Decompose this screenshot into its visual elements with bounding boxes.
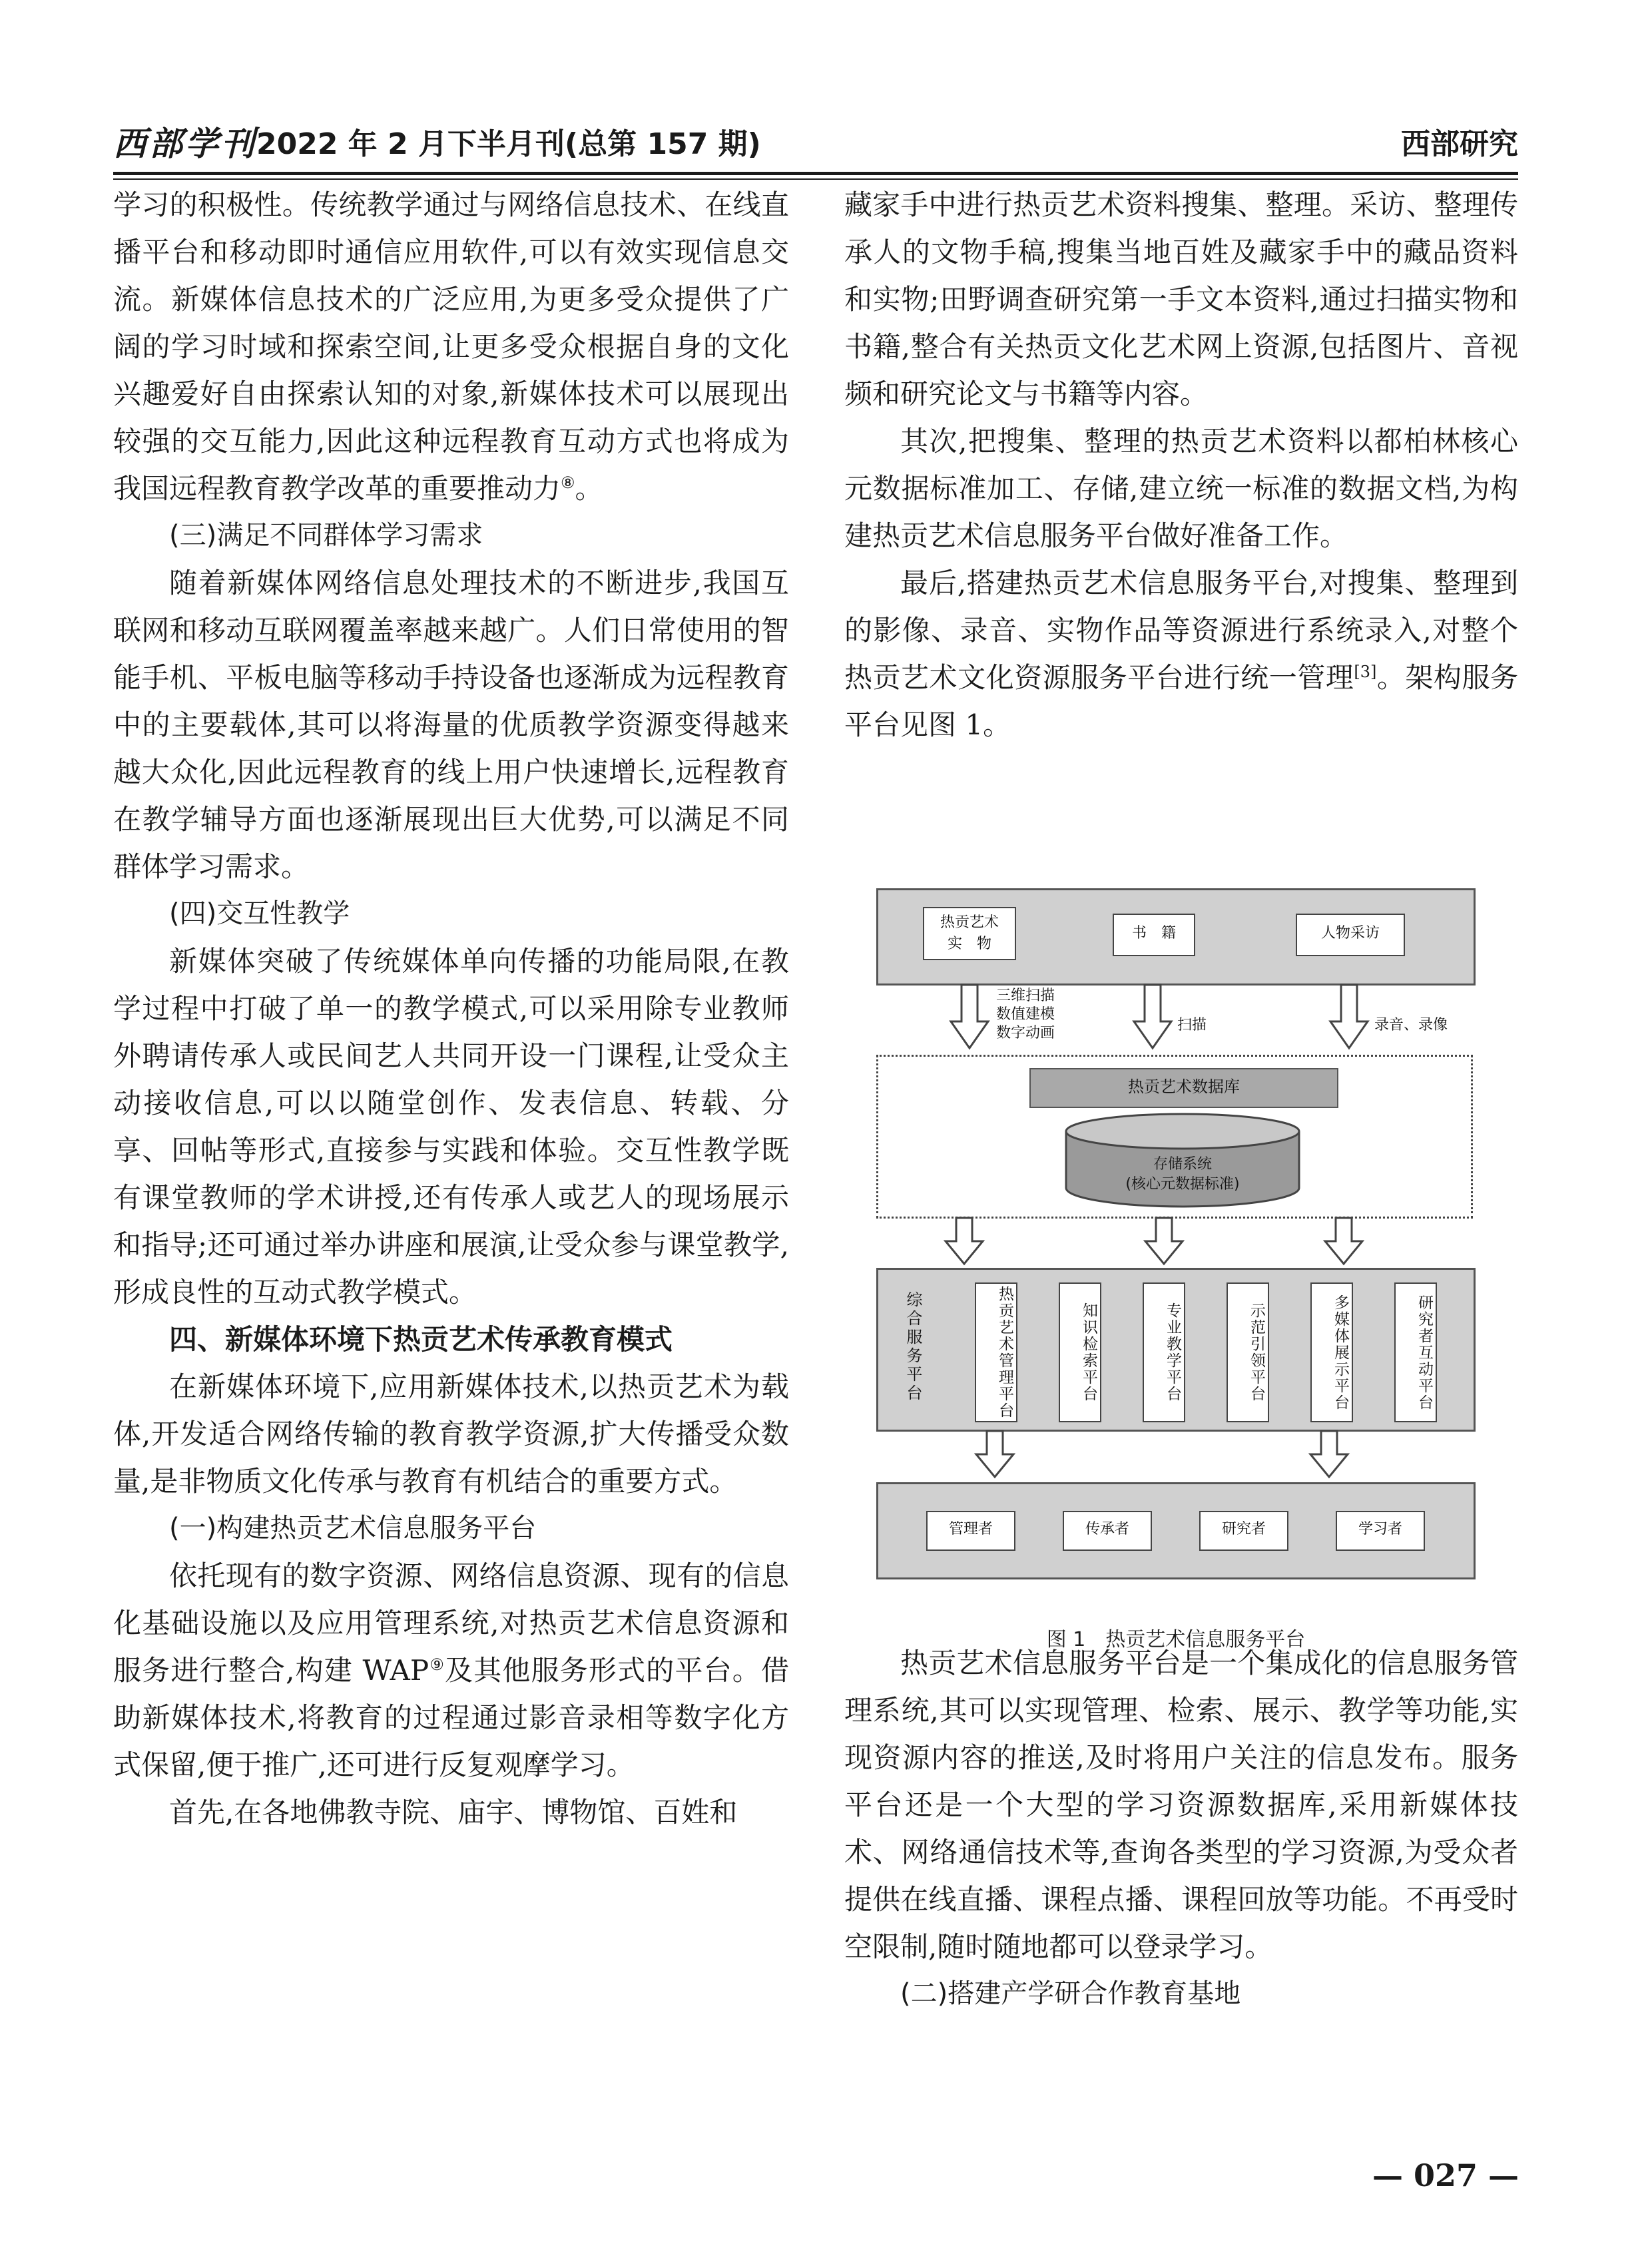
down-arrow-icon xyxy=(976,1431,1013,1477)
user-box: 管理者 xyxy=(926,1511,1015,1551)
journal-logo: 西部学刊 xyxy=(113,124,257,163)
platform-box: 多媒体展示平台 xyxy=(1310,1282,1353,1422)
paragraph: 首先,在各地佛教寺院、庙宇、博物馆、百姓和 xyxy=(169,1796,738,1828)
issue-info: 2022 年 2 月下半月刊(总第 157 期) xyxy=(256,127,761,161)
arrow-label-scan3d: 三维扫描 数值建模 数字动画 xyxy=(996,987,1055,1041)
down-arrow-icon xyxy=(951,985,988,1048)
arrows-row-3 xyxy=(876,1429,1476,1482)
arrow-label-scan: 扫描 xyxy=(1177,1017,1207,1033)
source-box-interviews: 人物采访 xyxy=(1296,914,1405,956)
section-heading: 四、新媒体环境下热贡艺术传承教育模式 xyxy=(169,1323,673,1356)
down-arrow-icon xyxy=(1134,985,1171,1048)
paragraph: 依托现有的数字资源、网络信息资源、现有的信息化基础设施以及应用管理系统,对热贡艺术信息资源和服务进行整合,构建 WAP⑨及其他服务形式的平台。借助新媒体技术,将教育的过程通过影音录相等数字化方式保留,便于推广,还可进行反复观摩学习。 xyxy=(113,1559,789,1781)
page-header xyxy=(113,112,1518,173)
page-number: — 027 — xyxy=(1372,2157,1519,2193)
paragraph: 随着新媒体网络信息处理技术的不断进步,我国互联网和移动互联网覆盖率越来越广。人们日常使用的智能手机、平板电脑等移动手持设备也逐渐成为远程教育中的主要载体,其可以将海量的优质教学资源变得越来越大众化,因此远程教育的线上用户快速增长,远程教育在教学辅导方面也逐渐展现出巨大优势,可以满足不同群体学习需求。 xyxy=(113,567,789,883)
paragraph: 其次,把搜集、整理的热贡艺术资料以都柏林核心元数据标准加工、存储,建立统一标准的数据文档,为构建热贡艺术信息服务平台做好准备工作。 xyxy=(844,425,1518,552)
platform-label: 综合服务平台 xyxy=(904,1291,922,1403)
paragraph: 最后,搭建热贡艺术信息服务平台,对搜集、整理到的影像、录音、实物作品等资源进行系统录入,对整个热贡艺术文化资源服务平台进行统一管理[3]。架构服务平台见图 1。 xyxy=(844,567,1518,741)
user-box: 研究者 xyxy=(1199,1511,1288,1551)
paragraph: 学习的积极性。传统教学通过与网络信息技术、在线直播平台和移动即时通信应用软件,可以有效实现信息交流。新媒体信息技术的广泛应用,为更多受众提供了广阔的学习时域和探索空间,让更多受众根据自身的文化兴趣爱好自由探索认知的对象,新媒体技术可以展现出较强的交互能力,因此这种远程教育互动方式也将成为我国远程教育教学改革的重要推动力⑧。 xyxy=(113,188,789,505)
down-arrow-icon xyxy=(1310,1431,1348,1477)
paragraph: 新媒体突破了传统媒体单向传播的功能局限,在教学过程中打破了单一的教学模式,可以采用除专业教师外聘请传承人或民间艺人共同开设一门课程,让受众主动接收信息,可以以随堂创作、发表信息、转载、分享、回帖等形式,直接参与实践和体验。交互性教学既有课堂教师的学术讲授,还有传承人或艺人的现场展示和指导;还可通过举办讲座和展演,让受众参与课堂教学,形成良性的互动式教学模式。 xyxy=(113,945,789,1308)
paragraph: 在新媒体环境下,应用新媒体技术,以热贡艺术为载体,开发适合网络传输的教育教学资源,扩大传播受众数量,是非物质文化传承与教育有机结合的重要方式。 xyxy=(113,1370,789,1498)
footnote-mark: ⑨ xyxy=(429,1655,445,1674)
right-column-top xyxy=(844,181,1518,748)
paragraph: 藏家手中进行热贡艺术资料搜集、整理。采访、整理传承人的文物手稿,搜集当地百姓及藏家手中的藏品资料和实物;田野调查研究第一手文本资料,通过扫描实物和书籍,整合有关热贡文化艺术网上资源,包括图片、音视频和研究论文与书籍等内容。 xyxy=(844,188,1518,410)
down-arrow-icon xyxy=(946,1218,983,1264)
header-rule xyxy=(113,172,1518,175)
platform-box: 专业教学平台 xyxy=(1143,1282,1185,1422)
down-arrow-icon xyxy=(1330,985,1368,1048)
platform-diagram xyxy=(876,888,1476,1601)
right-column-bottom xyxy=(844,1639,1518,2018)
arrow-label-record: 录音、录像 xyxy=(1374,1017,1448,1033)
subsection-heading: (一)构建热贡艺术信息服务平台 xyxy=(169,1513,537,1543)
paragraph: 热贡艺术信息服务平台是一个集成化的信息服务管理系统,其可以实现管理、检索、展示、教学等功能,实现资源内容的推送,及时将用户关注的信息发布。服务平台还是一个大型的学习资源数据库,采用新媒体技术、网络通信技术等,查询各类型的学习资源,为受众者提供在线直播、课程点播、课程回放等功能。不再受时空限制,随时随地都可以登录学习。 xyxy=(844,1647,1518,1963)
down-arrow-icon xyxy=(1145,1218,1183,1264)
footnote-mark: ⑧ xyxy=(561,473,575,492)
down-arrow-icon xyxy=(1325,1218,1362,1264)
subsection-heading: (四)交互性教学 xyxy=(169,898,350,929)
cylinder-top xyxy=(1066,1114,1299,1149)
figure-caption: 图 1 热贡艺术信息服务平台 xyxy=(1046,1628,1306,1651)
platform-box: 热贡艺术管理平台 xyxy=(975,1282,1017,1422)
user-box: 学习者 xyxy=(1336,1511,1425,1551)
platform-box: 知识检索平台 xyxy=(1059,1282,1101,1422)
subsection-heading: (二)搭建产学研合作教育基地 xyxy=(900,1978,1241,2009)
user-box: 传承者 xyxy=(1063,1511,1152,1551)
source-box-books: 书 籍 xyxy=(1113,914,1195,956)
storage-label: 存储系统 (核心元数据标准) xyxy=(1125,1156,1240,1193)
platform-box: 示范引领平台 xyxy=(1227,1282,1269,1422)
left-column xyxy=(113,181,789,1836)
section-title: 西部研究 xyxy=(1401,127,1518,161)
subsection-heading: (三)满足不同群体学习需求 xyxy=(169,520,483,551)
reference-mark: [3] xyxy=(1354,663,1377,681)
header-rule-thin xyxy=(113,178,1518,180)
platform-box: 研究者互动平台 xyxy=(1394,1282,1437,1422)
arrows-row-2 xyxy=(876,1216,1476,1269)
source-box-artifacts: 热贡艺术 实 物 xyxy=(923,907,1016,960)
database-box: 热贡艺术数据库 xyxy=(1029,1068,1338,1108)
